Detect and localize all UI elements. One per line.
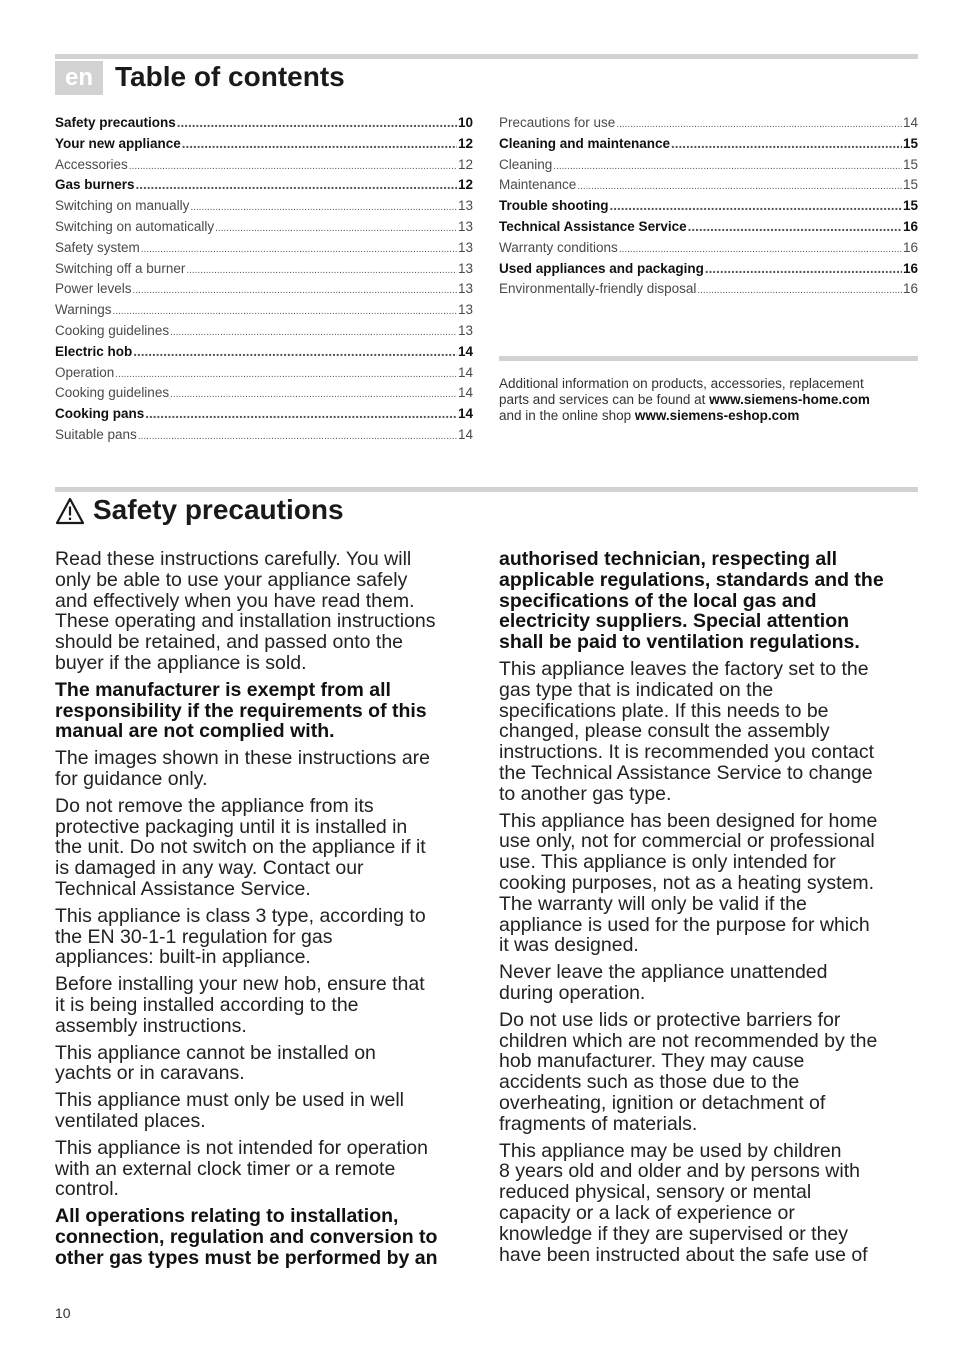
text-line: applicable regulations, standards and the [499, 568, 884, 591]
toc-entry[interactable] [55, 136, 473, 157]
paragraph [55, 1090, 473, 1132]
toc-entry-label: Cooking pans [55, 406, 145, 422]
toc-leader-dots [133, 281, 457, 296]
toc-leader-dots [115, 365, 457, 380]
text-line: use. This appliance is only intended for [499, 851, 836, 874]
text-line: This appliance must only be used in well [55, 1089, 405, 1112]
toc-entry-page: 16 [902, 260, 918, 276]
toc-entry-page: 14 [457, 426, 473, 442]
toc-entry[interactable] [499, 219, 918, 240]
toc-leader-dots [610, 198, 902, 213]
paragraph [55, 1138, 473, 1200]
toc-entry-page: 12 [457, 156, 473, 172]
safety-title: Safety precautions [93, 494, 344, 525]
text-line: Do not use lids or protective barriers for [499, 1008, 841, 1031]
paragraph [499, 659, 917, 805]
paragraph [499, 1141, 917, 1266]
toc-leader-dots [619, 240, 902, 255]
text-line: use only, not for commercial or professional [499, 830, 875, 853]
text-line: accidents such as those due to the [499, 1071, 800, 1094]
toc-leader-dots [170, 385, 457, 400]
text-line: This appliance is not intended for operation [55, 1136, 428, 1159]
toc-entry[interactable] [55, 385, 473, 406]
toc-entry-label: Warnings [55, 302, 112, 318]
toc-leader-dots [705, 261, 902, 276]
info-line-3-text: and in the online shop [499, 408, 635, 423]
text-line: only be able to use your appliance safely [55, 568, 408, 591]
text-line: This appliance cannot be installed on [55, 1041, 376, 1064]
toc-entry-page: 13 [457, 260, 473, 276]
safety-right-column [499, 549, 917, 1271]
text-line: Read these instructions carefully. You will [55, 548, 412, 570]
toc-leader-dots [177, 115, 457, 130]
text-line: reduced physical, sensory or mental [499, 1181, 812, 1204]
toc-entry-label: Cooking guidelines [55, 322, 170, 338]
paragraph [55, 748, 473, 790]
bold-paragraph [55, 1206, 473, 1268]
toc-entry-page: 13 [457, 281, 473, 297]
bold-paragraph [55, 680, 473, 742]
text-line: hob manufacturer. They may cause [499, 1050, 805, 1073]
toc-entry-page: 15 [902, 135, 918, 151]
text-line: instructions. It is recommended you contact [499, 741, 875, 764]
warning-triangle-icon [55, 497, 85, 525]
toc-leader-dots [133, 344, 457, 359]
text-line: Do not remove the appliance from its [55, 794, 374, 817]
toc-entry-page: 13 [457, 218, 473, 234]
paragraph [499, 1010, 917, 1135]
toc-entry-page: 13 [457, 198, 473, 214]
toc-entry[interactable] [55, 261, 473, 282]
toc-entry-label: Operation [55, 364, 115, 380]
toc-entry-page: 13 [457, 302, 473, 318]
paragraph [55, 1043, 473, 1085]
siemens-eshop-link[interactable]: www.siemens-eshop.com [634, 408, 800, 423]
text-line: yachts or in caravans. [55, 1062, 245, 1085]
page-number: 10 [55, 1305, 71, 1321]
toc-entry[interactable] [499, 136, 918, 157]
toc-entry[interactable] [499, 261, 918, 282]
text-line: it is being installed according to the [55, 993, 359, 1016]
toc-entry-label: Switching off a burner [55, 260, 186, 276]
toc-entry-label: Warranty conditions [499, 239, 618, 255]
text-line: for guidance only. [55, 767, 208, 790]
toc-leader-dots [141, 240, 457, 255]
toc-entry-page: 14 [457, 385, 473, 401]
toc-entry-page: 15 [902, 198, 918, 214]
text-line: overheating, ignition or detachment of [499, 1091, 826, 1114]
toc-entry[interactable] [55, 115, 473, 136]
text-line: electricity suppliers. Special attention [499, 610, 850, 633]
toc-leader-dots [186, 261, 457, 276]
toc-entry-page: 15 [902, 177, 918, 193]
toc-entry-page: 16 [902, 239, 918, 255]
toc-entry-label: Precautions for use [499, 115, 616, 130]
text-line: it was designed. [499, 934, 639, 957]
toc-entry-label: Accessories [55, 156, 128, 172]
safety-left-column [55, 549, 473, 1275]
text-line: to another gas type. [499, 782, 672, 805]
toc-leader-dots [616, 115, 902, 130]
toc-entry[interactable] [499, 115, 918, 136]
toc-entry-page: 14 [457, 343, 473, 359]
additional-info [499, 376, 929, 424]
toc-leader-dots [553, 157, 902, 172]
toc-right-column [499, 115, 918, 302]
toc-entry-label: Gas burners [55, 177, 135, 193]
info-line-2 [499, 392, 929, 408]
text-line: connection, regulation and conversion to [55, 1225, 438, 1248]
toc-leader-dots [577, 177, 902, 192]
toc-leader-dots [129, 157, 457, 172]
info-line-1: Additional information on products, accessories, replacement [499, 376, 864, 391]
text-line: This appliance may be used by children [499, 1139, 842, 1162]
toc-entry[interactable] [55, 177, 473, 198]
toc-entry[interactable] [499, 281, 918, 302]
text-line: appliance is used for the purpose for which [499, 913, 870, 936]
toc-entry[interactable] [55, 427, 473, 448]
text-line: the EN 30-1-1 regulation for gas [55, 925, 333, 948]
paragraph [55, 974, 473, 1036]
toc-entry-label: Cooking guidelines [55, 385, 170, 401]
toc-leader-dots [170, 323, 457, 338]
text-line: during operation. [499, 981, 646, 1004]
text-line: These operating and installation instructions [55, 610, 436, 633]
toc-entry-page: 15 [902, 156, 918, 172]
text-line: The warranty will only be valid if the [499, 892, 807, 915]
toc-entry[interactable] [55, 240, 473, 261]
text-line: the unit. Do not switch on the appliance if it [55, 836, 426, 859]
toc-leader-dots [145, 406, 457, 421]
info-line-3 [499, 408, 929, 424]
text-line: assembly instructions. [55, 1014, 247, 1037]
toc-entry[interactable] [55, 198, 473, 219]
toc-entry-page: 14 [457, 406, 473, 422]
toc-entry-label: Switching on manually [55, 198, 190, 214]
info-rule [499, 356, 918, 361]
text-line: children which are not recommended by the [499, 1029, 878, 1052]
text-line: appliances: built-in appliance. [55, 946, 311, 969]
paragraph [55, 906, 473, 968]
toc-leader-dots [113, 302, 457, 317]
text-line: Technical Assistance Service. [55, 877, 311, 900]
text-line: have been instructed about the safe use of [499, 1243, 868, 1266]
toc-entry[interactable] [55, 302, 473, 323]
toc-entry-label: Power levels [55, 281, 132, 297]
toc-title: Table of contents [115, 61, 345, 92]
paragraph [499, 811, 917, 957]
text-line: buyer if the appliance is sold. [55, 651, 307, 674]
text-line: gas type that is indicated on the [499, 678, 774, 701]
toc-entry-label: Safety precautions [55, 115, 176, 130]
toc-entry-label: Safety system [55, 239, 140, 255]
toc-entry-label: Used appliances and packaging [499, 260, 704, 276]
toc-entry-page: 13 [457, 322, 473, 338]
toc-entry[interactable] [55, 406, 473, 427]
text-line: ventilated places. [55, 1109, 206, 1132]
toc-entry[interactable] [55, 365, 473, 386]
text-line: responsibility if the requirements of this [55, 699, 427, 722]
paragraph [499, 962, 917, 1004]
text-line: The images shown in these instructions are [55, 747, 431, 770]
text-line: The manufacturer is exempt from all [55, 678, 391, 701]
info-line-2-text: parts and services can be found at [499, 392, 710, 407]
toc-entry-label: Trouble shooting [499, 198, 609, 214]
paragraph [55, 796, 473, 900]
toc-entry[interactable] [55, 281, 473, 302]
text-line: authorised technician, respecting all [499, 548, 838, 570]
toc-entry[interactable] [499, 240, 918, 261]
toc-entry-page: 16 [902, 218, 918, 234]
toc-leader-dots [697, 281, 902, 296]
toc-entry-page: 13 [457, 239, 473, 255]
toc-entry[interactable] [499, 198, 918, 219]
toc-leader-dots [182, 136, 457, 151]
text-line: specifications of the local gas and [499, 589, 817, 612]
text-line: manual are not complied with. [55, 720, 335, 743]
toc-leader-dots [138, 427, 457, 442]
text-line: Before installing your new hob, ensure that [55, 973, 425, 996]
toc-leader-dots [688, 219, 902, 234]
text-line: other gas types must be performed by an [55, 1246, 438, 1269]
toc-entry-label: Cleaning and maintenance [499, 135, 671, 151]
toc-entry-page: 14 [902, 115, 918, 130]
toc-entry-label: Suitable pans [55, 426, 137, 442]
text-line: the Technical Assistance Service to change [499, 761, 873, 784]
toc-leader-dots [190, 198, 457, 213]
text-line: 8 years old and older and by persons with [499, 1160, 860, 1183]
toc-entry-label: Cleaning [499, 156, 553, 172]
toc-leader-dots [215, 219, 457, 234]
toc-leader-dots [671, 136, 902, 151]
text-line: specifications plate. If this needs to be [499, 699, 829, 722]
toc-entry-page: 16 [902, 281, 918, 297]
paragraph [55, 549, 473, 674]
toc-entry[interactable] [55, 323, 473, 344]
text-line: All operations relating to installation, [55, 1205, 399, 1228]
bold-paragraph [499, 549, 917, 653]
toc-left-column [55, 115, 473, 448]
toc-entry-label: Electric hob [55, 343, 133, 359]
text-line: should be retained, and passed onto the [55, 631, 404, 654]
text-line: protective packaging until it is installed in [55, 815, 408, 838]
text-line: This appliance is class 3 type, according to [55, 904, 426, 927]
toc-entry[interactable] [55, 219, 473, 240]
toc-entry-label: Your new appliance [55, 135, 181, 151]
toc-entry[interactable] [55, 157, 473, 178]
siemens-home-link[interactable]: www.siemens-home.com [709, 392, 870, 407]
toc-entry-label: Technical Assistance Service [499, 218, 687, 234]
text-line: changed, please consult the assembly [499, 720, 830, 743]
text-line: with an external clock timer or a remote [55, 1157, 396, 1180]
section-rule [55, 487, 918, 492]
text-line: and effectively when you have read them. [55, 589, 415, 612]
toc-entry-label: Switching on automatically [55, 218, 215, 234]
toc-entry-page: 14 [457, 364, 473, 380]
text-line: fragments of materials. [499, 1112, 698, 1135]
text-line: Never leave the appliance unattended [499, 961, 828, 984]
top-rule [55, 54, 918, 59]
text-line: This appliance leaves the factory set to the [499, 657, 869, 680]
text-line: capacity or a lack of experience or [499, 1201, 795, 1224]
toc-entry[interactable] [55, 344, 473, 365]
toc-entry-page: 12 [457, 135, 473, 151]
text-line: shall be paid to ventilation regulations. [499, 631, 860, 654]
toc-entry-label: Environmentally-friendly disposal [499, 281, 697, 297]
text-line: is damaged in any way. Contact our [55, 857, 364, 880]
language-badge: en [55, 61, 103, 95]
toc-entry[interactable] [499, 177, 918, 198]
text-line: cooking purposes, not as a heating system. [499, 871, 875, 894]
text-line: knowledge if they are supervised or they [499, 1222, 849, 1245]
toc-entry-label: Maintenance [499, 177, 577, 193]
toc-entry-page: 10 [457, 115, 473, 130]
text-line: control. [55, 1178, 119, 1201]
text-line: This appliance has been designed for home [499, 809, 878, 832]
toc-leader-dots [136, 177, 457, 192]
toc-entry[interactable] [499, 157, 918, 178]
toc-entry-page: 12 [457, 177, 473, 193]
